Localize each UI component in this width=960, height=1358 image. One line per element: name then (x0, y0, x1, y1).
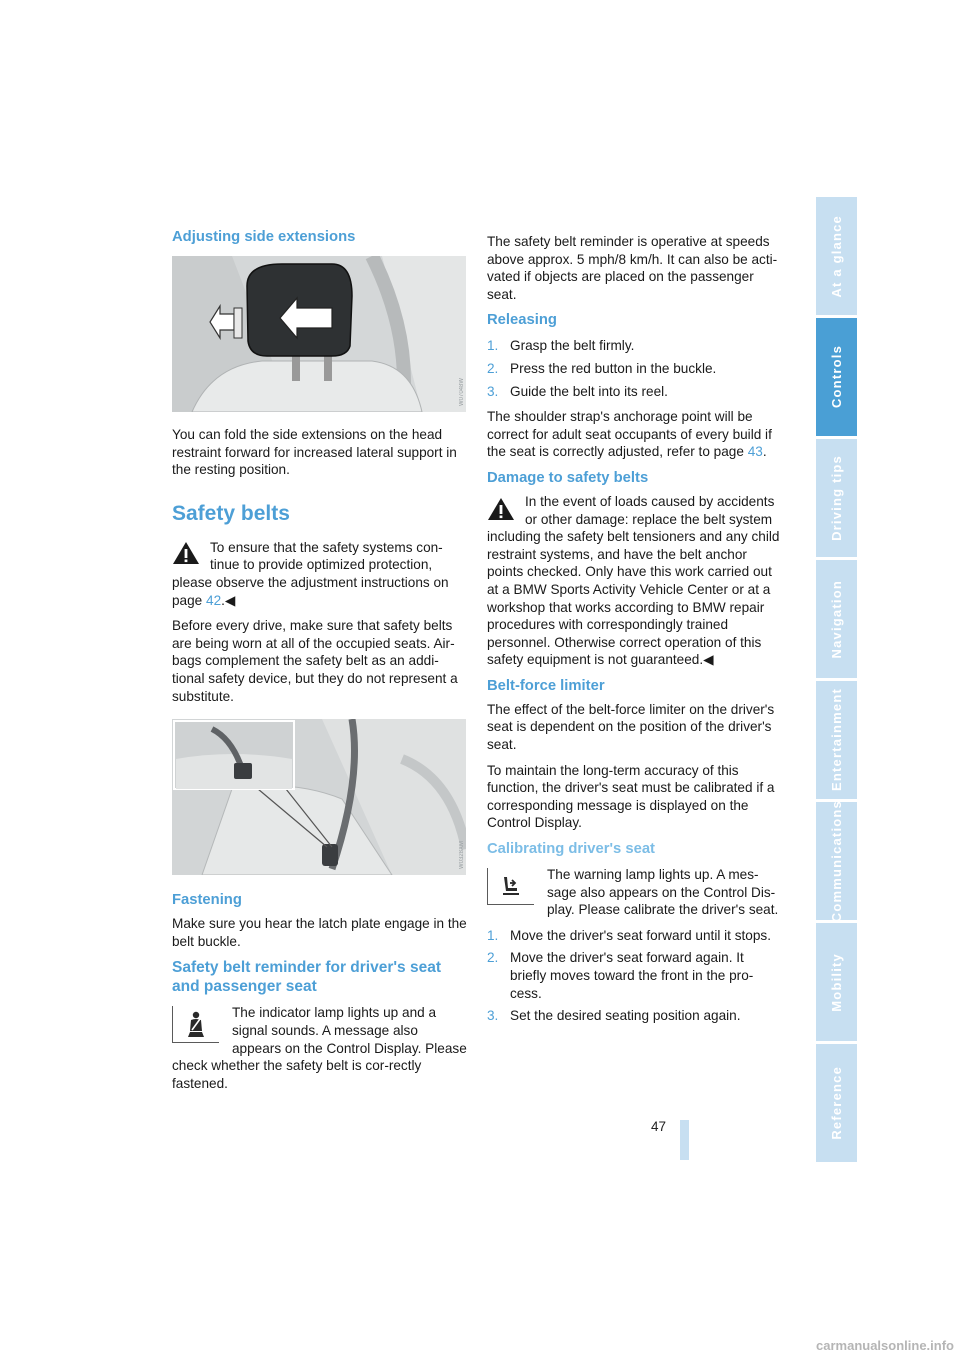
fastening-text: Make sure you hear the latch plate engage in the belt buckle. (172, 916, 467, 949)
calibrating-steps (487, 927, 783, 1025)
head-restraint-illustration (172, 256, 466, 412)
calibration-block (487, 866, 783, 927)
releasing-heading: Releasing (487, 312, 557, 329)
list-item: 1. Grasp the belt firmly. (487, 338, 635, 354)
damage-warning (487, 493, 783, 669)
limiter-text-1: The effect of the belt-force limiter on the driver's seat is dependent on the position of the driver's seat. (487, 701, 775, 753)
page-link-43[interactable]: 43 (747, 444, 763, 460)
list-item: 2. Press the red button in the buckle. (487, 360, 717, 376)
seatbelt-icon (185, 1011, 207, 1037)
belt-reminder-block (172, 1004, 468, 1092)
tab-mobility[interactable]: Mobility (816, 923, 857, 1041)
page-link-42[interactable]: 42 (206, 592, 222, 608)
chapter-tabs (816, 197, 857, 1165)
tab-entertainment[interactable]: Entertainment (816, 681, 857, 799)
safety-warning (172, 539, 468, 617)
seat-indicator-box (487, 868, 534, 905)
reminder-heading: Safety belt reminder for driver's seat and passenger seat (172, 959, 442, 996)
tab-reference[interactable]: Reference (816, 1044, 857, 1162)
list-item: 1. Move the driver's seat forward until it stops. (487, 927, 771, 943)
safety-belts-heading: Safety belts (172, 501, 290, 525)
seat-icon (500, 875, 522, 897)
side-extensions-heading: Adjusting side extensions (172, 229, 356, 245)
list-item: 3. Set the desired seating position again. (487, 1008, 741, 1024)
watermark: carmanualsonline.info (816, 1338, 954, 1353)
right-column (487, 228, 783, 1033)
left-column (172, 228, 468, 1100)
page-marker-bar (680, 1120, 689, 1160)
belt-indicator-box (172, 1006, 219, 1043)
list-item: 3. Guide the belt into its reel. (487, 383, 668, 399)
safety-warning-text: To ensure that the safety systems con-tinue to provide optimized protection, please observe the adjustment instructions on page (172, 539, 449, 608)
releasing-steps (487, 337, 783, 400)
damage-warning-text: In the event of loads caused by accidents or other damage: replace the belt system including the safety belt tensioners and any child restraint systems, and have the belt anchor points checked. Only have this work carried out at a BMW Sports Activity Vehicle Center or at a workshop that works according to BMW repair procedures with correspondingly trained personnel. Otherwise correct operation of this safety equipment is not guaranteed.◀ (487, 493, 780, 668)
calibrating-text: The warning lamp lights up. A mes-sage also appears on the Control Dis-play. Please calibrate the driver's seat. (547, 867, 779, 918)
fastening-heading: Fastening (172, 892, 242, 909)
limiter-heading: Belt-force limiter (487, 677, 605, 694)
warning-triangle-icon (172, 541, 200, 565)
reminder-text: The indicator lamp lights up and a signal sounds. A message also appears on the Control Display. Please check whether the safety belt is cor-rectly fastened. (172, 1005, 467, 1091)
tab-driving-tips[interactable]: Driving tips (816, 439, 857, 557)
list-item: 2. Move the driver's seat forward again. It briefly moves toward the front in the pro-cess. (487, 950, 754, 1001)
safety-belts-text: Before every drive, make sure that safety belts are being worn at all of the occupied seats. Air-bags complement the safety belt as an addi-tional safety device, but they do not represent a substitute. (172, 618, 458, 704)
calibrating-heading: Calibrating driver's seat (487, 841, 655, 858)
side-extensions-text: You can fold the side extensions on the head restraint forward for increased lateral support in the resting position. (172, 427, 457, 478)
head-restraint-image (172, 256, 466, 412)
tab-navigation[interactable]: Navigation (816, 560, 857, 678)
tab-controls[interactable]: Controls (816, 318, 857, 436)
page-number: 47 (650, 1119, 666, 1134)
tab-communications[interactable]: Communications (816, 802, 857, 920)
limiter-text-2: To maintain the long-term accuracy of this function, the driver's seat must be calibrated if a corresponding message is displayed on the Control Display. (487, 762, 775, 831)
seatbelt-buckle-image (172, 719, 466, 875)
damage-heading: Damage to safety belts (487, 469, 649, 486)
figure-code: W0328XM (459, 841, 465, 870)
tab-at-a-glance[interactable]: At a glance (816, 197, 857, 315)
anchorage-text: The shoulder strap's anchorage point will be correct for adult seat occupants of every build if the seat is correctly adjusted, refer to page 43. (487, 409, 772, 460)
reminder-speed-text: The safety belt reminder is operative at speeds above approx. 5 mph/8 km/h. It can also be acti-vated if objects are placed on the passenger seat. (487, 234, 778, 302)
figure-code: W07048W (459, 377, 465, 406)
end-mark: .◀ (221, 592, 236, 608)
seatbelt-illustration (172, 719, 466, 875)
warning-triangle-icon (487, 497, 515, 521)
